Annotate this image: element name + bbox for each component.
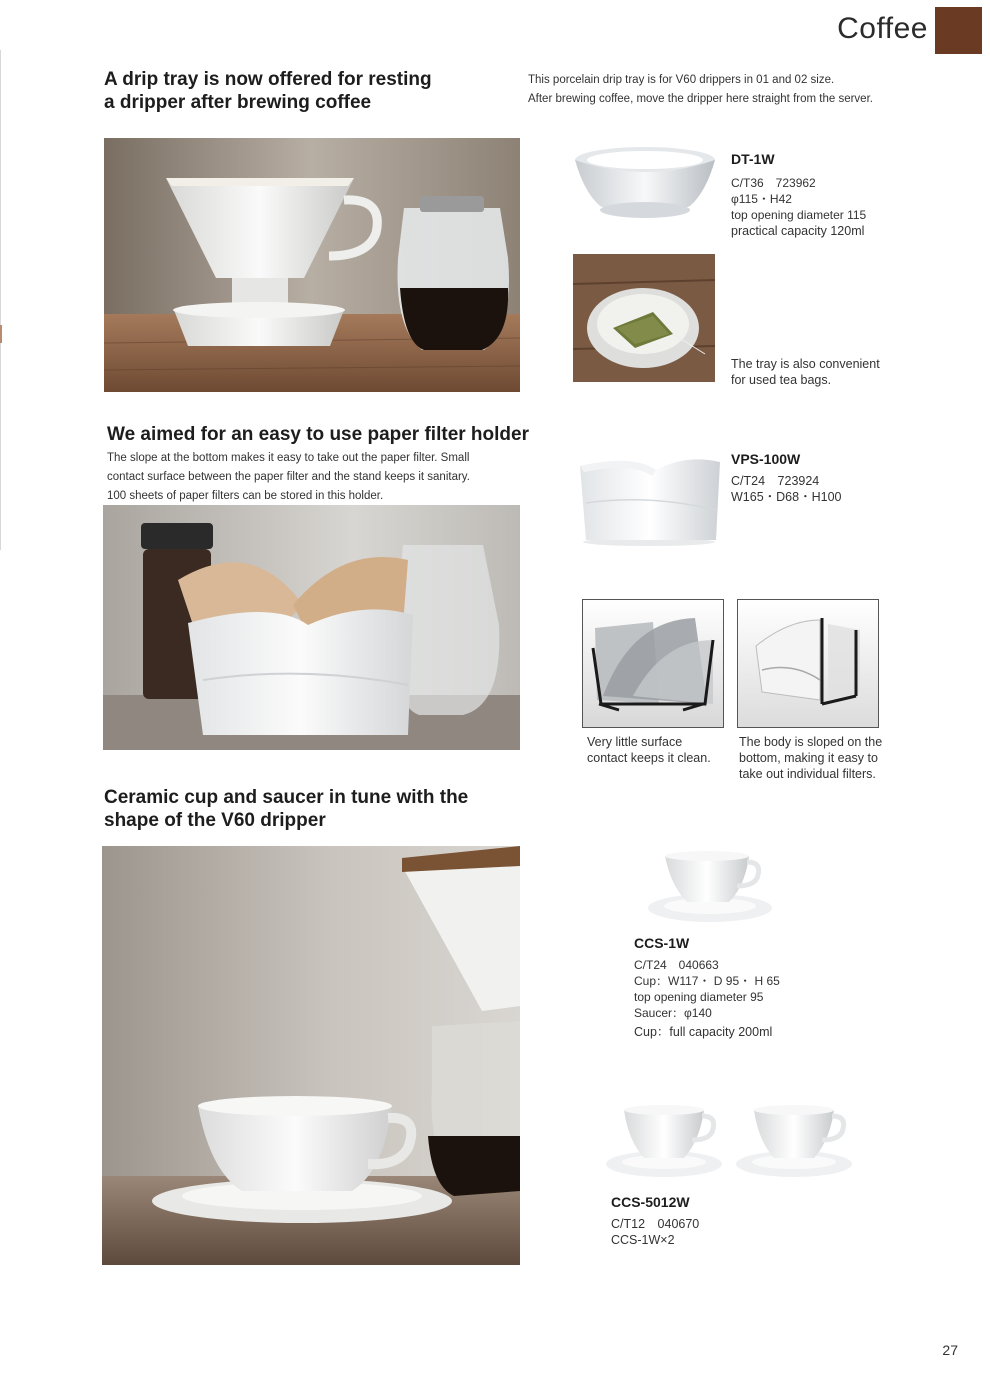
spec-line: φ115・H42 — [731, 192, 792, 206]
left-margin-rule — [0, 50, 1, 550]
cup-saucer-headline — [104, 786, 468, 832]
diagram-sloped-bottom — [737, 599, 879, 728]
product-code-dt-1w: DT-1W — [731, 151, 775, 167]
product-image-ccs-1w — [645, 846, 775, 926]
headline-line: Ceramic cup and saucer in tune with the — [104, 787, 469, 808]
drip-tray-description — [528, 71, 873, 109]
spec-block-dt-1w — [731, 175, 866, 239]
spec-line: C/T36 723962 — [731, 176, 816, 190]
product-code-vps-100w: VPS-100W — [731, 451, 801, 467]
cup-left — [606, 1105, 722, 1177]
caption-sloped-bottom — [739, 734, 882, 782]
spec-line: Cup：W117・ D 95・ H 65 — [634, 974, 780, 988]
caption-line: contact keeps it clean. — [587, 751, 711, 765]
product-image-vps-100w — [574, 448, 724, 548]
caption-line: take out individual filters. — [739, 767, 876, 781]
caption-line: Very little surface — [587, 735, 683, 749]
headline-line: A drip tray is now offered for resting — [104, 69, 432, 90]
spec-line: W165・D68・H100 — [731, 490, 842, 504]
caption-surface-contact — [587, 734, 711, 766]
photo-cup-and-saucer — [102, 846, 520, 1265]
desc-line: The slope at the bottom makes it easy to take out the paper filter. Small — [107, 452, 470, 464]
photo-dripper-on-tray — [104, 138, 520, 392]
filter-holder-description — [107, 449, 470, 506]
product-image-dt-1w — [570, 140, 720, 226]
caption-line: bottom, making it easy to — [739, 751, 878, 765]
section-color-swatch — [935, 7, 982, 54]
caption-line: The body is sloped on the — [739, 735, 883, 749]
desc-line: contact surface between the paper filter and the stand keeps it sanitary. — [107, 471, 470, 483]
section-title: Coffee — [837, 12, 928, 45]
spec-line: Cup：full capacity 200ml — [634, 1025, 773, 1039]
left-margin-mark — [0, 325, 2, 343]
product-code-ccs-5012w: CCS-5012W — [611, 1194, 690, 1210]
page-number: 27 — [942, 1342, 958, 1358]
photo-paper-filter-holder — [103, 505, 520, 750]
spec-line: C/T12 040670 — [611, 1217, 700, 1231]
spec-block-ccs-1w — [634, 957, 780, 1040]
desc-line: This porcelain drip tray is for V60 drippers in 01 and 02 size. — [528, 74, 835, 86]
desc-line: After brewing coffee, move the dripper here straight from the server. — [528, 93, 873, 105]
note-dt-1w — [731, 356, 880, 388]
spec-line: C/T24 040663 — [634, 958, 719, 972]
spec-line: C/T24 723924 — [731, 474, 820, 488]
drip-tray-headline — [104, 68, 432, 114]
spec-line: CCS-1W×2 — [611, 1233, 675, 1247]
headline-line: a dripper after brewing coffee — [104, 92, 372, 113]
spec-line: Saucer：φ140 — [634, 1006, 712, 1020]
spec-line: top opening diameter 115 — [731, 208, 867, 222]
product-image-ccs-5012w — [604, 1100, 856, 1182]
desc-line: 100 sheets of paper filters can be stored in this holder. — [107, 490, 384, 502]
note-line: for used tea bags. — [731, 373, 832, 387]
spec-line: practical capacity 120ml — [731, 224, 865, 238]
product-code-ccs-1w: CCS-1W — [634, 935, 690, 951]
note-line: The tray is also convenient — [731, 357, 880, 371]
photo-tray-with-tea-bag — [573, 254, 715, 382]
spec-block-ccs-5012w — [611, 1216, 699, 1248]
filter-holder-headline: We aimed for an easy to use paper filter holder — [107, 424, 529, 445]
headline-line: shape of the V60 dripper — [104, 810, 326, 831]
spec-block-vps-100w — [731, 473, 841, 505]
diagram-surface-contact — [582, 599, 724, 728]
spec-line: top opening diameter 95 — [634, 990, 764, 1004]
